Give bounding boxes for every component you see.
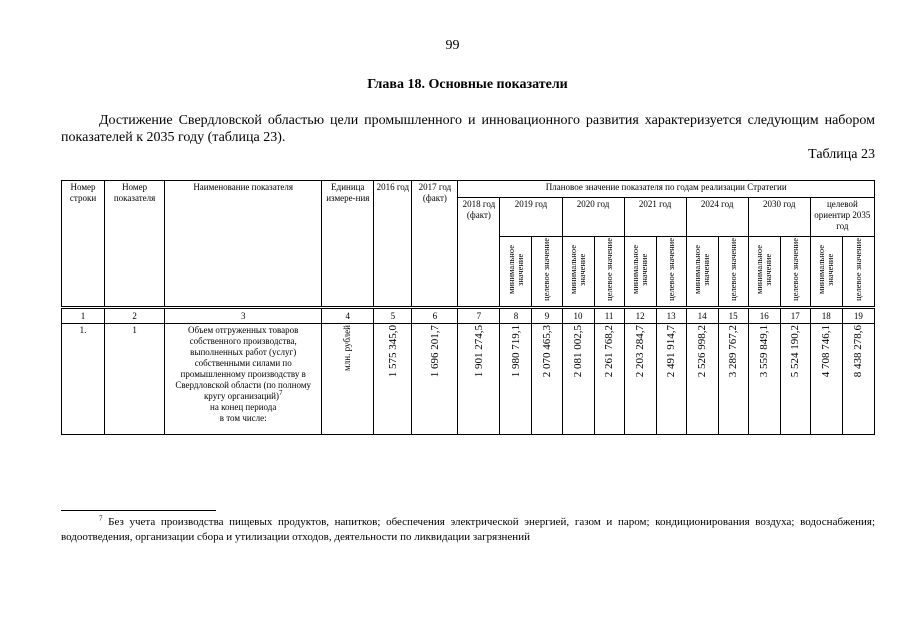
header-plan-group: Плановое значение показателя по годам реализации Стратегии	[458, 181, 875, 198]
value-2020-target: 2 261 768,2	[603, 325, 616, 378]
value-cell	[458, 324, 500, 435]
subheader-target-2030	[780, 237, 810, 308]
column-number: 15	[718, 308, 748, 324]
value-2035-min: 4 708 746,1	[820, 325, 833, 378]
header-2030: 2030 год	[748, 198, 810, 237]
subheader-label: минимальное значение	[816, 245, 836, 295]
footnote-divider	[61, 510, 216, 511]
value-cell	[500, 324, 532, 435]
column-number: 14	[686, 308, 718, 324]
subheader-target-2024	[718, 237, 748, 308]
subheader-target-2021	[656, 237, 686, 308]
subheader-label: минимальное значение	[692, 245, 712, 295]
chapter-title: Глава 18. Основные показатели	[367, 77, 568, 92]
footnote	[61, 515, 875, 545]
unit-cell	[322, 324, 374, 435]
value-2021-min: 2 203 284,7	[634, 325, 647, 378]
value-2020-min: 2 081 002,5	[572, 325, 585, 378]
column-number: 8	[500, 308, 532, 324]
column-number: 5	[374, 308, 412, 324]
value-cell	[780, 324, 810, 435]
intro-paragraph: Достижение Свердловской областью цели промышленного и инновационного развития характеризуется следующим набором показателей к 2035 году (таблица 23).	[61, 113, 875, 145]
subheader-label: минимальное значение	[630, 245, 650, 295]
value-2035-target: 8 438 278,6	[852, 325, 865, 378]
value-2024-min: 2 526 998,2	[696, 325, 709, 378]
subheader-label: целевое значение	[541, 238, 552, 301]
indicator-name-period: на конец периода	[210, 402, 277, 412]
column-number: 16	[748, 308, 780, 324]
indicator-name-including: в том числе:	[219, 413, 267, 423]
column-number: 2	[105, 308, 165, 324]
column-number: 1	[62, 308, 105, 324]
column-number: 17	[780, 308, 810, 324]
value-cell	[532, 324, 562, 435]
subheader-label: целевое значение	[665, 238, 676, 301]
subheader-min-2021	[624, 237, 656, 308]
header-2021: 2021 год	[624, 198, 686, 237]
subheader-target-2035	[842, 237, 874, 308]
subheader-min-2024	[686, 237, 718, 308]
value-cell	[562, 324, 594, 435]
header-2024: 2024 год	[686, 198, 748, 237]
subheader-label: целевое значение	[727, 238, 738, 301]
indicator-name	[165, 324, 322, 435]
value-2024-target: 3 289 767,2	[727, 325, 740, 378]
value-cell	[412, 324, 458, 435]
column-number: 19	[842, 308, 874, 324]
subheader-min-2019	[500, 237, 532, 308]
subheader-min-2035	[810, 237, 842, 308]
value-cell	[748, 324, 780, 435]
value-cell	[686, 324, 718, 435]
subheader-label: целевое значение	[603, 238, 614, 301]
header-row-number: Номер строки	[62, 181, 105, 308]
column-number: 11	[594, 308, 624, 324]
footnote-text: Без учета производства пищевых продуктов, напитков; обеспечения электрической энергией, газом и паром; кондиционирования воздуха; водоснабжения; водоотведения, организации сбора и утилизации отходов, деятельности по ликвидации загрязнений	[61, 516, 875, 543]
column-number: 4	[322, 308, 374, 324]
value-2019-min: 1 980 719,1	[509, 325, 522, 378]
header-indicator-name: Наименование показателя	[165, 181, 322, 308]
indicator-name-text: Объем отгруженных товаров собственного производства, выполненных работ (услуг) собственными силами по промышленному производству в Свердловской области (по полному кругу организаций)	[175, 325, 312, 401]
header-2017: 2017 год (факт)	[412, 181, 458, 308]
subheader-label: минимальное значение	[568, 245, 588, 295]
value-cell	[656, 324, 686, 435]
subheader-label: минимальное значение	[505, 245, 525, 295]
indicators-table	[61, 180, 875, 435]
subheader-min-2020	[562, 237, 594, 308]
row-number: 1.	[62, 324, 105, 435]
column-number: 3	[165, 308, 322, 324]
column-number: 6	[412, 308, 458, 324]
subheader-label: целевое значение	[789, 238, 800, 301]
table-row	[62, 324, 875, 435]
header-indicator-number: Номер показателя	[105, 181, 165, 308]
header-2019: 2019 год	[500, 198, 562, 237]
value-cell	[624, 324, 656, 435]
column-number: 12	[624, 308, 656, 324]
value-2021-target: 2 491 914,7	[665, 325, 678, 378]
value-2017: 1 696 201,7	[428, 325, 441, 378]
subheader-label: минимальное значение	[754, 245, 774, 295]
subheader-min-2030	[748, 237, 780, 308]
header-2020: 2020 год	[562, 198, 624, 237]
subheader-target-2020	[594, 237, 624, 308]
subheader-target-2019	[532, 237, 562, 308]
column-number: 13	[656, 308, 686, 324]
header-2018: 2018 год (факт)	[458, 198, 500, 308]
value-2030-min: 3 559 849,1	[758, 325, 771, 378]
table-caption: Таблица 23	[808, 147, 875, 162]
indicator-number: 1	[105, 324, 165, 435]
value-cell	[594, 324, 624, 435]
header-unit: Единица измере-ния	[322, 181, 374, 308]
unit-label: млн. рублей	[342, 325, 353, 371]
column-number: 18	[810, 308, 842, 324]
column-number: 10	[562, 308, 594, 324]
column-number: 7	[458, 308, 500, 324]
value-2030-target: 5 524 190,2	[789, 325, 802, 378]
column-number: 9	[532, 308, 562, 324]
header-target-2035: целевой ориентир 2035 год	[810, 198, 874, 237]
page-number: 99	[445, 38, 460, 53]
footnote-ref: 7	[278, 389, 283, 397]
value-cell	[810, 324, 842, 435]
value-2019-target: 2 070 465,3	[540, 325, 553, 378]
subheader-label: целевое значение	[852, 238, 863, 301]
value-cell	[842, 324, 874, 435]
header-2016: 2016 год	[374, 181, 412, 308]
footnote-mark: 7	[99, 514, 103, 523]
value-2016: 1 575 345,0	[386, 325, 399, 378]
value-2018: 1 901 274,5	[472, 325, 485, 378]
value-cell	[718, 324, 748, 435]
value-cell	[374, 324, 412, 435]
